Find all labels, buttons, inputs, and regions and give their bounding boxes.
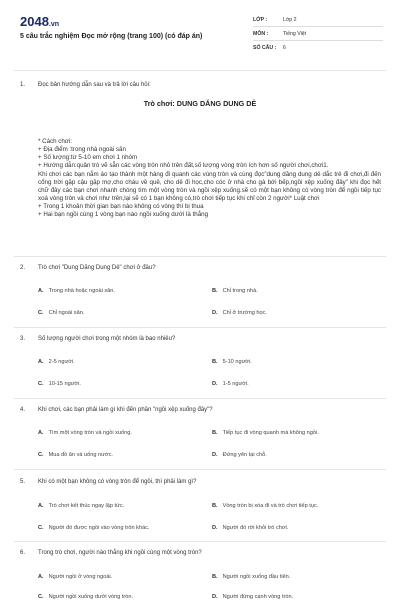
section-divider: [14, 398, 386, 399]
answer-option[interactable]: B. Người ngồi xuống đầu tiên.: [212, 574, 291, 580]
meta-divider: [253, 26, 383, 27]
story-line: + Hai bạn ngồi cùng 1 vòng bạn nào ngồi xuống dưới là thắng: [38, 211, 209, 219]
answer-option[interactable]: C. Mua đồ ăn và uống nước.: [38, 452, 113, 458]
answer-option[interactable]: C. Người đó được ngồi vào vòng tròn khác.: [38, 525, 150, 531]
meta-subject: MÔN : Tiếng Việt: [253, 31, 307, 37]
answer-option[interactable]: C. Chỉ ngoài sân.: [38, 310, 85, 316]
story-passage: [38, 138, 381, 220]
question-text: Trò chơi "Dung Dăng Dung Dẻ" chơi ở đâu?: [38, 265, 156, 271]
answer-option[interactable]: B. Chỉ trong nhà.: [212, 288, 258, 294]
answer-option[interactable]: C. Người ngồi xuống dưới vòng tròn.: [38, 594, 134, 600]
page-title: 5 câu trắc nghiệm Đọc mở rộng (trang 100) (có đáp án): [20, 33, 203, 40]
story-line: + Hướng dẫn:quân trò vẽ sẵn các vòng tròn nhỏ trên đất,số lượng vòng tròn ích hơn số người chơi,chơi1.: [38, 162, 329, 170]
story-line: + Số lượng:từ 5-10 em chơi 1 nhóm: [38, 154, 138, 162]
answer-option[interactable]: B. 5-10 người.: [212, 359, 252, 365]
question-number: 3.: [20, 336, 26, 342]
answer-option[interactable]: D. Người đó rời khỏi trò chơi.: [212, 525, 289, 531]
section-divider: [14, 327, 386, 328]
answer-option[interactable]: A. Trong nhà hoặc ngoài sân.: [38, 288, 115, 294]
story-line: Khi chơi các bạn nắm áo tạo thành một hàng đi quanh các vùng tròn và cùng đọc"dung dăng dung dẻ dắc trẻ đi chơi,đi đến cổng trời gặp cậu gặp mợ,cho cháu về quê, cho dê đi học,cho cóc ở nhà cho gà bới bếp,ngồi xệp xuống đây" khi đọc hết chữ đây các bạn chơi nhanh chóng tìm một vòng tròn và ngồi xệp xuống.sẽ có một bạn không có vòng tròn để ngồi tiếp tục xoá vòng tròn và chơi như trên,lại sẽ có 1 bạn không có,trò chơi tiếp tục khi chỉ còn 2 người* Luật chơi: [38, 170, 381, 203]
story-line: + Trong 1 khoản thời gian bạn nào không có vòng thì bị thua: [38, 203, 204, 211]
question-number: 6.: [20, 550, 26, 556]
meta-grade: LỚP : Lớp 2: [253, 17, 297, 23]
site-logo[interactable]: 2048.vn: [20, 14, 60, 29]
answer-option[interactable]: B. Vòng tròn bị xóa đi và trò chơi tiếp tục.: [212, 503, 319, 509]
meta-divider: [253, 40, 383, 41]
story-line: + Địa điểm :trong nhà ngoài sân: [38, 146, 126, 154]
question-text: Đọc bản hướng dẫn sau và trả lời câu hỏi:: [38, 82, 151, 88]
answer-option[interactable]: A. Trò chơi kết thúc ngay lập tức.: [38, 503, 125, 509]
section-divider: [14, 541, 386, 542]
answer-option[interactable]: A. Tìm một vòng tròn và ngồi xuống.: [38, 430, 132, 436]
answer-option[interactable]: C. 10-15 người.: [38, 381, 81, 387]
section-divider: [14, 469, 386, 470]
story-line: * Cách chơi:: [38, 138, 72, 145]
answer-option[interactable]: D. Đứng yên tại chỗ.: [212, 452, 267, 458]
document-header: [0, 0, 400, 64]
answer-option[interactable]: A. Người ngồi ở vòng ngoài.: [38, 574, 113, 580]
question-text: Trong trò chơi, người nào thắng khi ngồi cùng một vòng tròn?: [38, 550, 202, 556]
section-divider: [14, 256, 386, 257]
answer-option[interactable]: D. 1-5 người.: [212, 381, 249, 387]
meta-question-count: SỐ CÂU : 6: [253, 45, 286, 51]
answer-option[interactable]: D. Chỉ ở trường học.: [212, 310, 267, 316]
answer-option[interactable]: B. Tiếp tục đi vòng quanh mà không ngồi.: [212, 430, 319, 436]
story-title: Trò chơi: DUNG DĂNG DUNG DẺ: [143, 99, 257, 108]
section-divider: [14, 70, 386, 71]
question-text: Khi chơi, các bạn phải làm gì khi đến phần "ngồi xệp xuống đây"?: [38, 407, 213, 413]
question-text: Số lượng người chơi trong một nhóm là bao nhiêu?: [38, 336, 176, 342]
question-text: Khi có một bạn không có vòng tròn để ngồi, thì phải làm gì?: [38, 479, 197, 485]
answer-option[interactable]: D. Người đứng cạnh vòng tròn.: [212, 594, 294, 600]
answer-option[interactable]: A. 2-5 người.: [38, 359, 75, 365]
question-number: 1.: [20, 82, 26, 88]
question-number: 5.: [20, 479, 26, 485]
question-number: 2.: [20, 265, 26, 271]
question-number: 4.: [20, 407, 26, 413]
